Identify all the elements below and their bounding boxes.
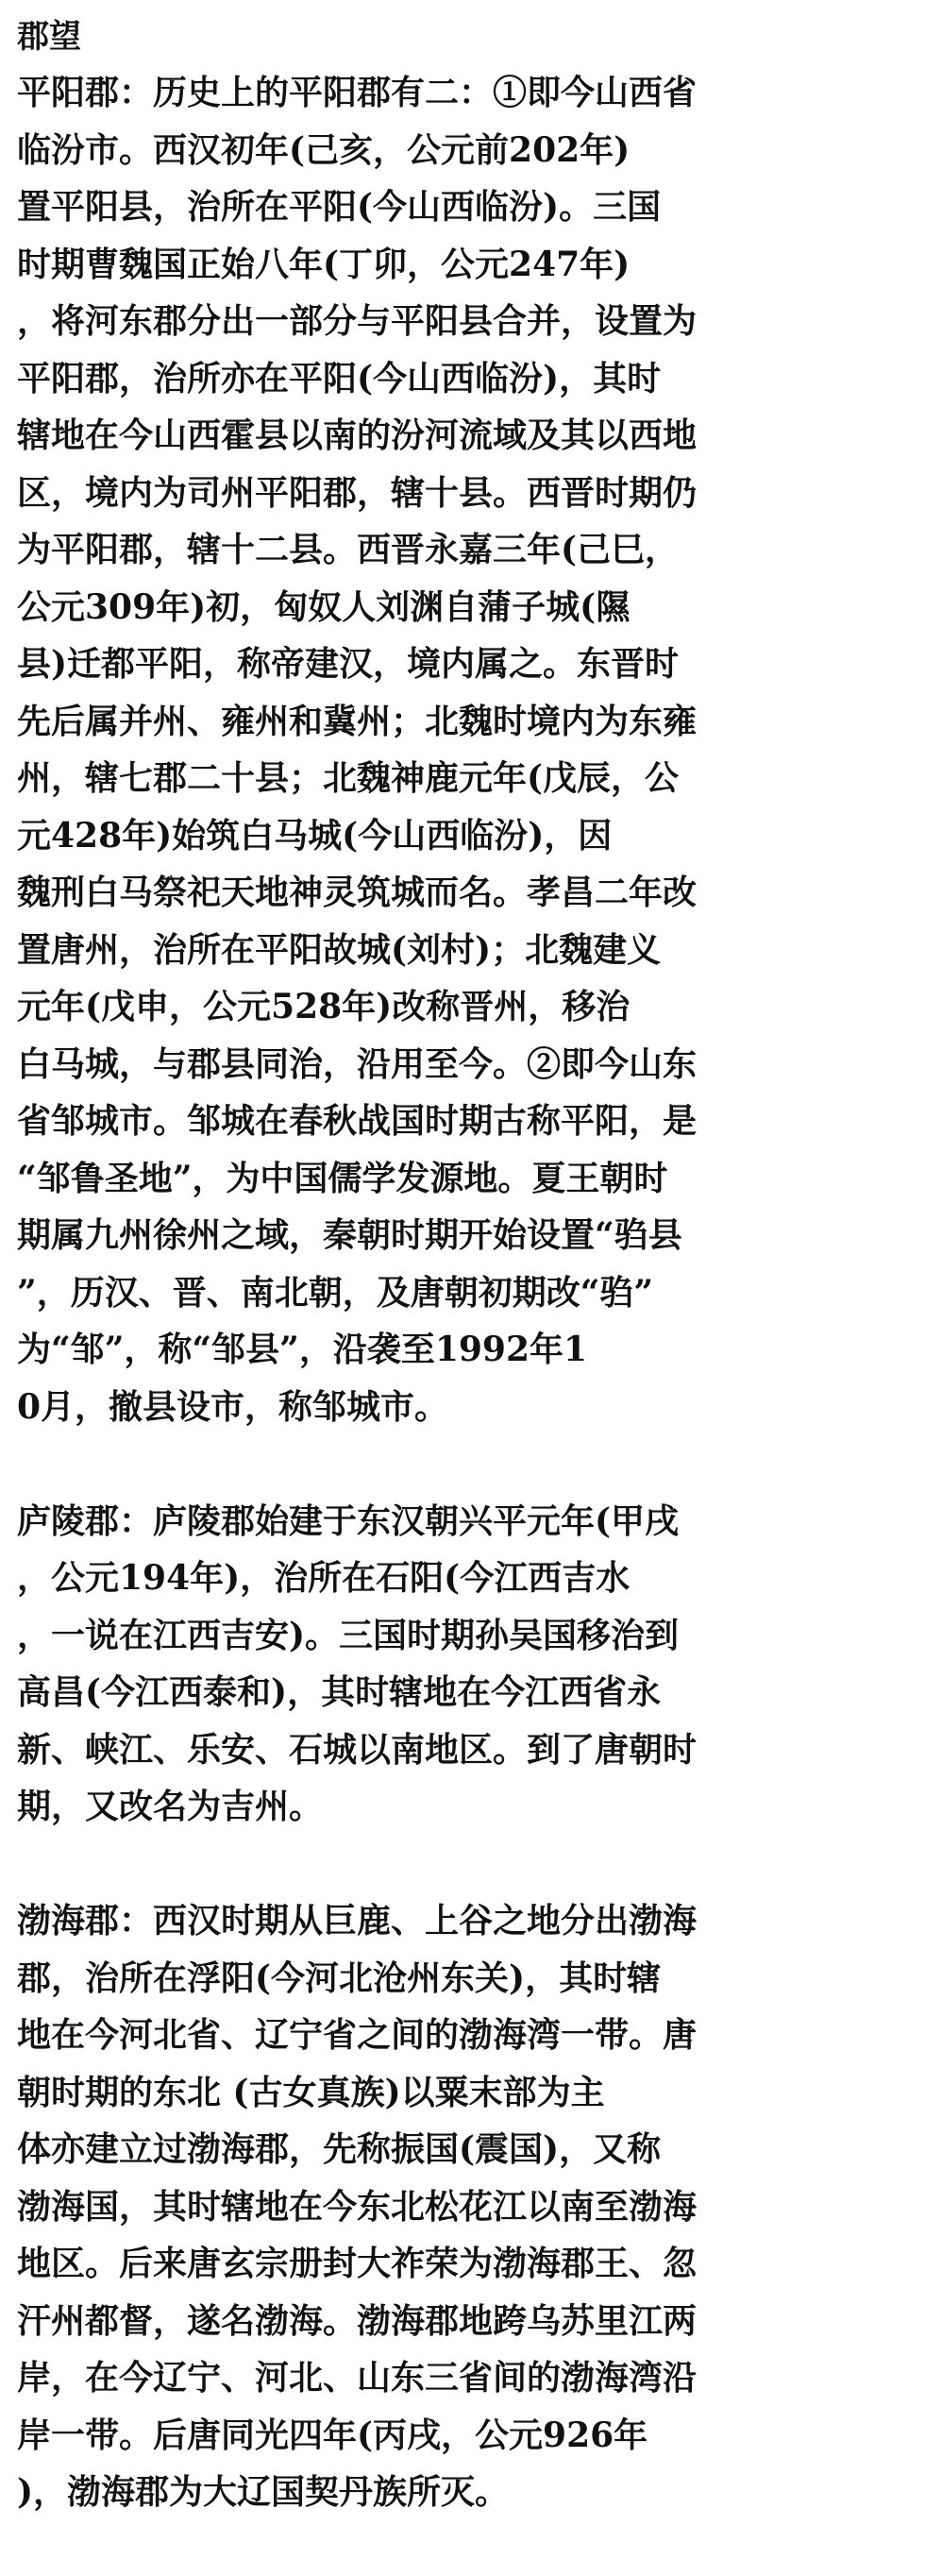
- paragraph-gap: [17, 1836, 912, 1893]
- text-line: ，公元194年)，治所在石阳(今江西吉水: [17, 1558, 631, 1598]
- paragraph: [17, 1892, 912, 2521]
- text-line: “邹鲁圣地”，为中国儒学发源地。夏王朝时: [17, 1158, 668, 1198]
- text-line: ”，历汉、晋、南北朝，及唐朝初期改“驺”: [17, 1272, 654, 1313]
- article-body: [17, 64, 912, 2521]
- text-line: 白马城，与郡县同治，沿用至今。②即今山东: [17, 1043, 698, 1084]
- text-line: 州，辖七郡二十县；北魏神鹿元年(戊辰，公: [17, 758, 680, 798]
- text-line: 平阳郡：历史上的平阳郡有二：①即今山西省: [17, 73, 698, 112]
- text-line: 区，境内为司州平阳郡，辖十县。西晋时期仍: [17, 472, 698, 513]
- text-line: 期，又改名为吉州。: [17, 1787, 324, 1826]
- text-line: 时期曹魏国正始八年(丁卯，公元247年): [17, 244, 631, 284]
- text-line: 辖地在今山西霍县以南的汾河流域及其以西地: [17, 415, 698, 455]
- text-line: 庐陵郡：庐陵郡始建于东汉朝兴平元年(甲戌: [17, 1500, 680, 1541]
- text-line: 地在今河北省、辽宁省之间的渤海湾一带。唐: [17, 2015, 698, 2055]
- text-line: 渤海国，其时辖地在今东北松花江以南至渤海: [17, 2186, 698, 2227]
- text-line: 高昌(今江西泰和)，其时辖地在今江西省永: [17, 1672, 662, 1712]
- text-line: 临汾市。西汉初年(己亥，公元前202年): [17, 129, 631, 170]
- text-line: 朝时期的东北 (古女真族)以粟末部为主: [17, 2072, 605, 2112]
- text-line: 平阳郡，治所亦在平阳(今山西临汾)，其时: [17, 358, 662, 398]
- text-line: 元年(戊申，公元528年)改称晋州，移治: [17, 987, 631, 1026]
- text-line: )，渤海郡为大辽国契丹族所灭。: [17, 2472, 510, 2512]
- text-line: 为平阳郡，辖十二县。西晋永嘉三年(己巳，: [17, 530, 680, 569]
- text-line: 汗州都督，遂名渤海。渤海郡地跨乌苏里江两: [17, 2300, 698, 2341]
- text-line: 期属九州徐州之域，秦朝时期开始设置“驺县: [17, 1215, 682, 1255]
- text-line: 县)迁都平阳，称帝建汉，境内属之。东晋时: [17, 644, 680, 684]
- text-line: 郡，治所在浮阳(今河北沧州东关)，其时辖: [17, 1957, 662, 1998]
- text-line: 为“邹”，称“邹县”，沿袭至1992年1: [17, 1330, 588, 1369]
- text-line: 先后属并州、雍州和冀州；北魏时境内为东雍: [17, 701, 698, 741]
- text-line: 新、峡江、乐安、石城以南地区。到了唐朝时: [17, 1729, 698, 1770]
- paragraph-gap: [17, 1435, 912, 1493]
- text-line: ，将河东郡分出一部分与平阳县合并，设置为: [17, 301, 698, 341]
- text-line: 置唐州，治所在平阳故城(刘村)；北魏建义: [17, 929, 662, 970]
- text-line: 魏刑白马祭祀天地神灵筑城而名。孝昌二年改: [17, 873, 698, 912]
- text-line: 元428年)始筑白马城(今山西临汾)，因: [17, 815, 613, 856]
- text-line: 体亦建立过渤海郡，先称振国(震国)，又称: [17, 2129, 662, 2169]
- text-line: 地区。后来唐玄宗册封大祚荣为渤海郡王、忽: [17, 2244, 698, 2283]
- page-title: 郡望: [17, 18, 81, 56]
- text-line: 省邹城市。邹城在春秋战国时期古称平阳，是: [17, 1101, 698, 1141]
- text-line: 公元309年)初，匈奴人刘渊自蒲子城(隰: [17, 586, 631, 627]
- text-line: 置平阳县，治所在平阳(今山西临汾)。三国: [17, 187, 662, 227]
- text-line: 岸，在今辽宁、河北、山东三省间的渤海湾沿: [17, 2358, 698, 2398]
- text-line: 0月，撤县设市，称邹城市。: [17, 1386, 449, 1427]
- text-line: ，一说在江西吉安)。三国时期孙吴国移治到: [17, 1615, 680, 1655]
- text-line: 渤海郡：西汉时期从巨鹿、上谷之地分出渤海: [17, 1901, 698, 1940]
- paragraph: [17, 1493, 912, 1836]
- paragraph: [17, 64, 912, 1435]
- text-line: 岸一带。后唐同光四年(丙戌，公元926年: [17, 2415, 648, 2455]
